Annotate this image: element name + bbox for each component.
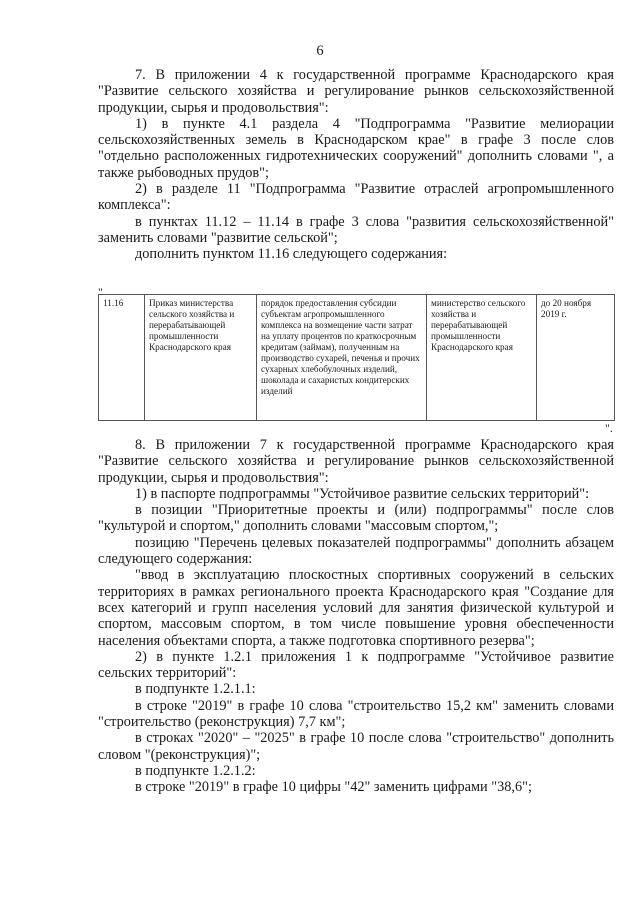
paragraph: в позиции "Приоритетные проекты и (или) подпрограммы" после слов "культурой и спортом," дополнить словами "массовым спортом,";: [98, 502, 614, 535]
amendment-section-8: [98, 437, 614, 796]
cell-deadline: до 20 ноября 2019 г.: [537, 295, 615, 421]
paragraph: 2) в пункте 1.2.1 приложения 1 к подпрограмме "Устойчивое развитие сельских территорий":: [98, 648, 614, 682]
paragraph: в строках "2020" – "2025" в графе 10 после слова "строительство" дополнить словом "(реконструкция)";: [98, 730, 614, 763]
paragraph: позицию "Перечень целевых показателей подпрограммы" дополнить абзацем следующего содержания:: [98, 534, 614, 568]
cell-content: порядок предоставления субсидии субъектам агропромышленного комплекса на возмещение части затрат на уплату процентов по краткосрочным кредитам (займам), полученным на производство сухарей, печенья и прочих сухарных хлебобулочных изделий, шоколада и сахаристых кондитерских изделий: [257, 295, 427, 421]
paragraph: в подпункте 1.2.1.2:: [135, 762, 256, 779]
amendment-section-7: [98, 67, 614, 263]
paragraph: 8. В приложении 7 к государственной программе Краснодарского края "Развитие сельского хозяйства и регулирование рынков сельскохозяйственной продукции, сырья и продовольствия":: [98, 437, 614, 486]
paragraph: "ввод в эксплуатацию плоскостных спортивных сооружений в сельских территориях в рамках регионального проекта Краснодарского края "Создание для всех категорий и групп населения условий для занятия физической культурой и спортом, массовым спортом, в том числе повышение уровня обеспеченности населения объектами спорта, а также подготовка спортивного резерва";: [98, 567, 614, 649]
paragraph: в подпункте 1.2.1.1:: [135, 681, 256, 698]
closing-quote: ".: [605, 421, 613, 435]
paragraph: 1) в пункте 4.1 раздела 4 "Подпрограмма "Развитие мелиорации сельскохозяйственных земель в Краснодарском крае" в графе 3 после слов "отдельно расположенных гидротехнических сооружений" дополнить словами ", а также рыбоводных прудов";: [98, 115, 614, 181]
paragraph: в пунктах 11.12 – 11.14 в графе 3 слова "развития сельскохозяйственной" заменить словами "развитие сельской";: [98, 213, 614, 246]
paragraph: 7. В приложении 4 к государственной программе Краснодарского края "Развитие сельского хозяйства и регулирование рынков сельскохозяйственной продукции, сырья и продовольствия":: [98, 67, 614, 116]
paragraph: в строке "2019" в графе 10 слова "строительство 15,2 км" заменить словами "строительство (реконструкция) 7,7 км";: [98, 697, 614, 731]
table-row: [99, 295, 615, 421]
paragraph: дополнить пунктом 11.16 следующего содержания:: [135, 246, 448, 263]
cell-executor: министерство сельского хозяйства и перерабатывающей промышленности Краснодарского края: [427, 295, 537, 421]
paragraph: 1) в паспорте подпрограммы "Устойчивое развитие сельских территорий":: [135, 485, 590, 502]
page-number: 6: [316, 43, 324, 59]
opening-quote: ": [98, 285, 103, 299]
cell-legal-act: Приказ министерства сельского хозяйства и перерабатывающей промышленности Краснодарского края: [145, 295, 257, 421]
paragraph: в строке "2019" в графе 10 цифры "42" заменить цифрами "38,6";: [135, 779, 532, 796]
paragraph: 2) в разделе 11 "Подпрограмма "Развитие отраслей агропромышленного комплекса":: [98, 181, 614, 214]
cell-number: 11.16: [99, 295, 145, 421]
inserted-row-table: [98, 294, 615, 421]
